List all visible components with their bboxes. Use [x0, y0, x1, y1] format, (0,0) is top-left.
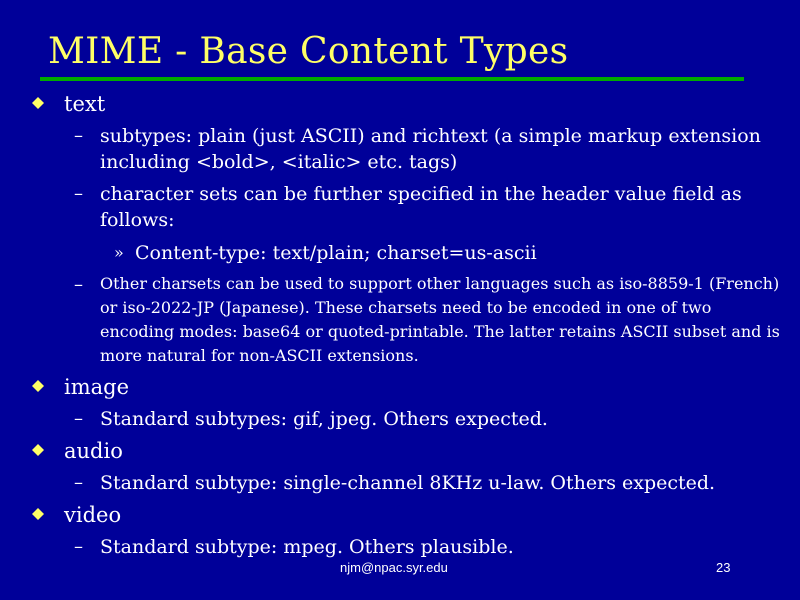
slide-title: MIME - Base Content Types	[48, 31, 569, 72]
section-heading-text: text	[64, 92, 106, 116]
page-number: 23	[716, 560, 731, 575]
dash-bullet: –	[74, 125, 83, 146]
dash-bullet: –	[74, 183, 83, 204]
list-item: subtypes: plain (just ASCII) and richtext (a simple markup extension including <bold>, <italic> etc. tags)	[100, 125, 761, 173]
list-item: character sets can be further specified in the header value field as follows:	[100, 183, 742, 231]
dash-bullet: –	[74, 408, 83, 429]
list-item: Other charsets can be used to support other languages such as iso-8859-1 (French) or iso-2022-JP (Japanese). These charsets need to be encoded in one of two encoding modes: base64 or quoted-printable. The latter retains ASCII subset and is more natural for non-ASCII extensions.	[100, 274, 780, 365]
section-heading-image: image	[64, 375, 130, 399]
list-item: Standard subtype: single-channel 8KHz u-law. Others expected.	[100, 472, 716, 494]
dash-bullet: –	[74, 536, 83, 557]
dash-bullet: –	[74, 274, 83, 295]
list-subitem: Content-type: text/plain; charset=us-ascii	[135, 242, 537, 264]
diamond-bullet-icon	[32, 380, 44, 392]
diamond-bullet-icon	[32, 508, 44, 520]
list-item: Standard subtypes: gif, jpeg. Others expected.	[100, 408, 548, 430]
dash-bullet: –	[74, 472, 83, 493]
title-underline	[40, 77, 744, 81]
section-heading-video: video	[64, 503, 122, 527]
section-heading-audio: audio	[64, 439, 123, 463]
diamond-bullet-icon	[32, 97, 44, 109]
diamond-bullet-icon	[32, 444, 44, 456]
list-item: Standard subtype: mpeg. Others plausible.	[100, 536, 514, 558]
footer-email: njm@npac.syr.edu	[340, 560, 448, 575]
sub-bullet: »	[114, 243, 124, 262]
